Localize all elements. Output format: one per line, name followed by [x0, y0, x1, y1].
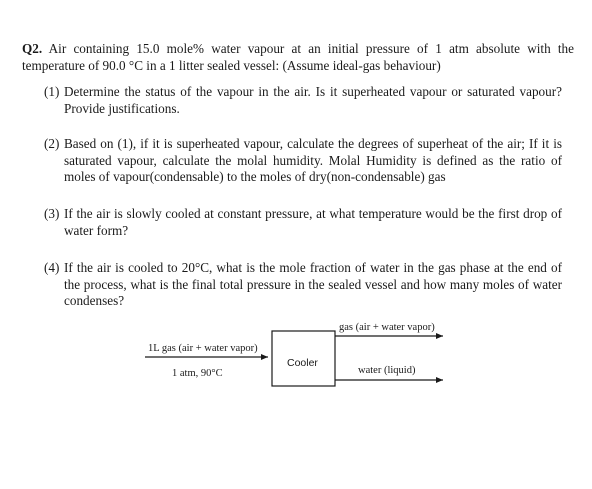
question-intro-text: Air containing 15.0 mole% water vapour at an initial pressure of 1 atm absolute with the temperature of 90.0 °C in a 1 litter sealed vessel: (Assume ideal-gas behaviour): [22, 41, 574, 73]
part-4-number: (4): [44, 260, 60, 275]
part-2-number: (2): [44, 136, 60, 151]
part-1-number: (1): [44, 84, 60, 99]
part-3-number: (3): [44, 206, 60, 221]
part-2-text: Based on (1), if it is superheated vapour, calculate the degrees of superheat of the air; If it is saturated vapour, calculate the molal humidity. Molal Humidity is defined as the ratio of moles of vapour(condensable) to the moles of dry(non-condensable) gas: [64, 136, 562, 184]
part-3-text: If the air is slowly cooled at constant pressure, at what temperature would be the first drop of water form?: [64, 206, 562, 238]
part-1-text: Determine the status of the vapour in the air. Is it superheated vapour or saturated vapour? Provide justifications.: [64, 84, 562, 116]
part-4-text: If the air is cooled to 20°C, what is the mole fraction of water in the gas phase at the end of the process, what is the final total pressure in the sealed vessel and how many moles of water condenses?: [64, 260, 562, 308]
question-number: Q2.: [22, 41, 43, 56]
outlet-gas-label: gas (air + water vapor): [339, 322, 435, 333]
inlet-top-label: 1L gas (air + water vapor): [148, 343, 258, 354]
outlet-liquid-label: water (liquid): [358, 365, 416, 376]
inlet-bottom-label: 1 atm, 90°C: [172, 368, 223, 379]
cooler-label: Cooler: [287, 357, 318, 369]
